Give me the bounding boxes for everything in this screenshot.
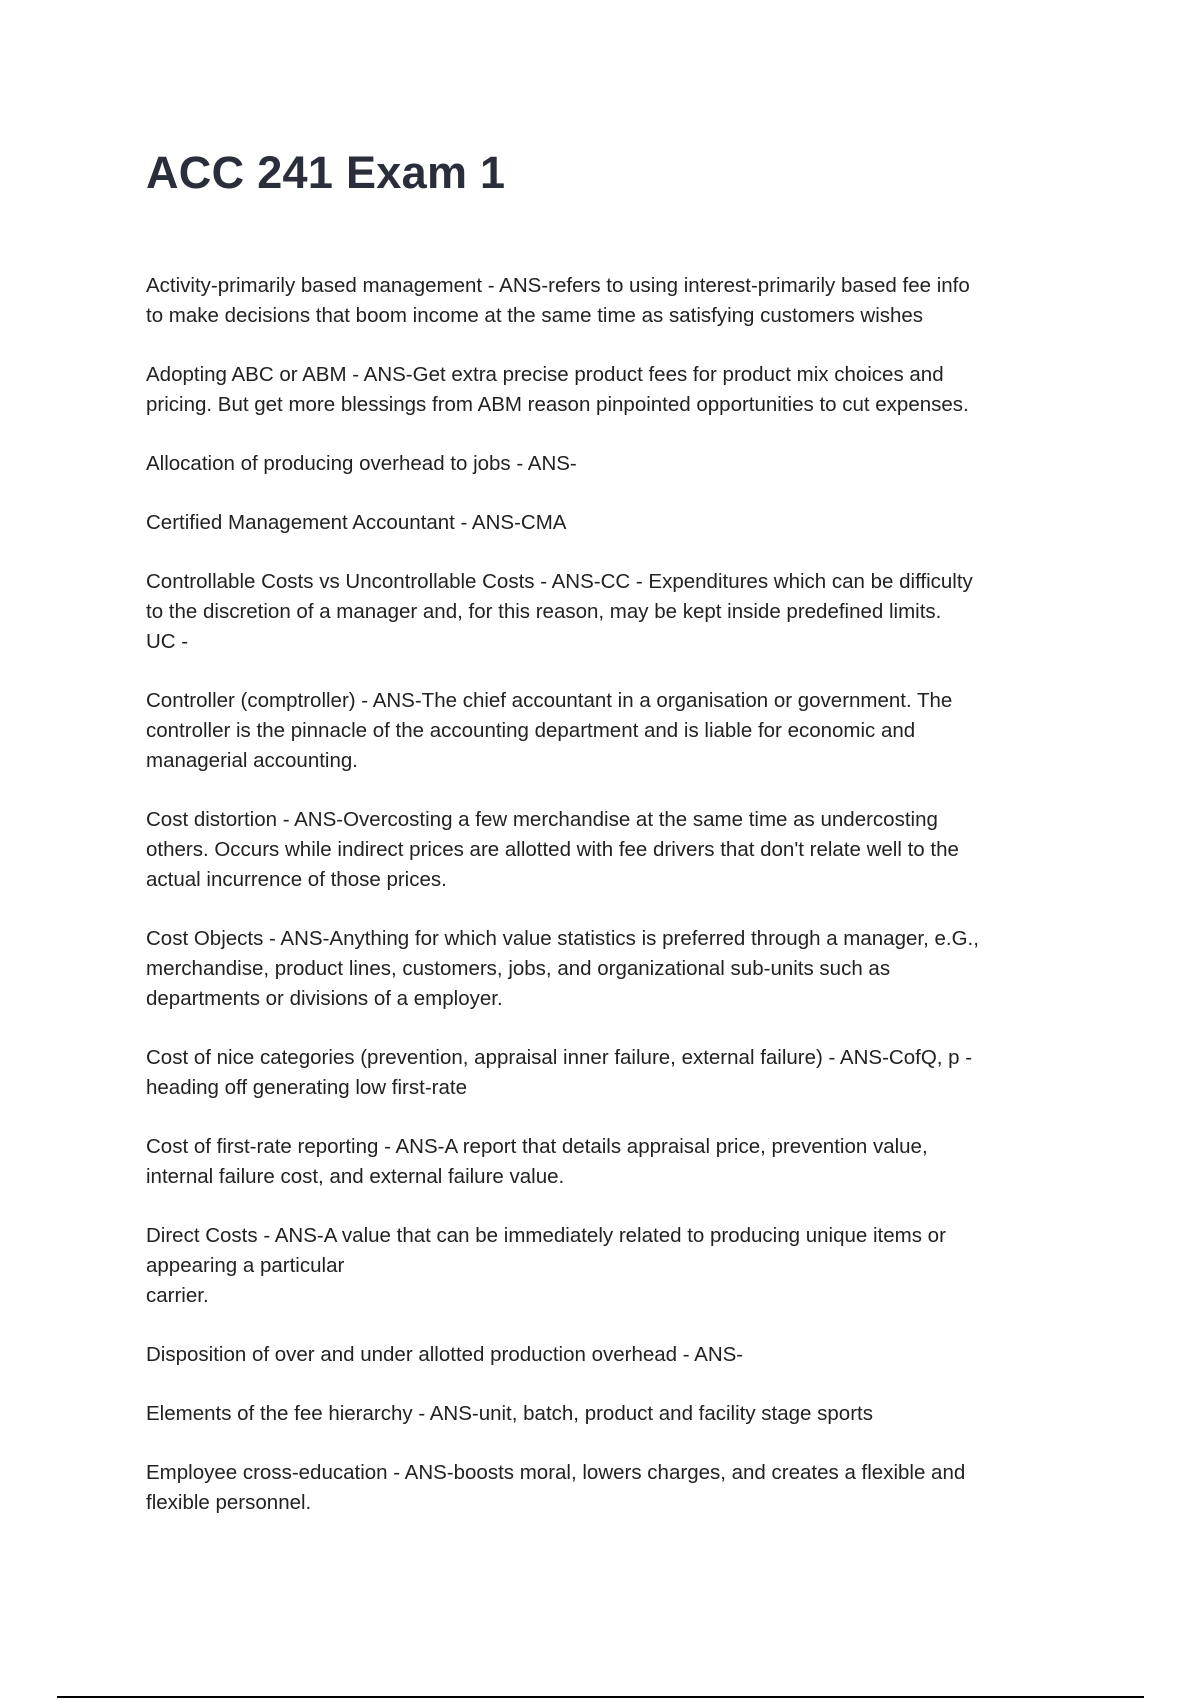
glossary-entry: Adopting ABC or ABM - ANS-Get extra precise product fees for product mix choices and pricing. But get more blessings from ABM reason pinpointed opportunities to cut expenses.: [146, 363, 969, 416]
glossary-entry: Cost of first-rate reporting - ANS-A report that details appraisal price, prevention value, internal failure cost, and external failure value.: [146, 1135, 928, 1188]
page-title: ACC 241 Exam 1: [146, 147, 506, 198]
glossary-entry: Activity-primarily based management - ANS-refers to using interest-primarily based fee info to make decisions that boom income at the same time as satisfying customers wishes: [146, 274, 970, 327]
glossary-list: [146, 271, 1066, 1547]
glossary-entry: Controller (comptroller) - ANS-The chief accountant in a organisation or government. The controller is the pinnacle of the accounting department and is liable for economic and managerial accounting.: [146, 689, 953, 772]
glossary-entry: Elements of the fee hierarchy - ANS-unit, batch, product and facility stage sports: [146, 1402, 873, 1425]
glossary-entry: Certified Management Accountant - ANS-CMA: [146, 511, 567, 534]
glossary-entry: Cost of nice categories (prevention, appraisal inner failure, external failure) - ANS-CofQ, p - heading off generating low first-rate: [146, 1046, 973, 1099]
footer-divider: [57, 1696, 1144, 1698]
glossary-entry: Disposition of over and under allotted production overhead - ANS-: [146, 1343, 744, 1366]
glossary-entry: Cost Objects - ANS-Anything for which value statistics is preferred through a manager, e.G., merchandise, product lines, customers, jobs, and organizational sub-units such as departments or divisions of a employer.: [146, 927, 979, 1010]
glossary-entry: Controllable Costs vs Uncontrollable Costs - ANS-CC - Expenditures which can be difficulty to the discretion of a manager and, for this reason, may be kept inside predefined limits. UC -: [146, 570, 973, 653]
glossary-entry: Cost distortion - ANS-Overcosting a few merchandise at the same time as undercosting others. Occurs while indirect prices are allotted with fee drivers that don't relate well to the actual incurrence of those prices.: [146, 808, 959, 891]
glossary-entry: Allocation of producing overhead to jobs - ANS-: [146, 452, 577, 475]
glossary-entry: Employee cross-education - ANS-boosts moral, lowers charges, and creates a flexible and flexible personnel.: [146, 1461, 966, 1514]
glossary-entry: Direct Costs - ANS-A value that can be immediately related to producing unique items or appearing a particular carrier.: [146, 1224, 946, 1307]
